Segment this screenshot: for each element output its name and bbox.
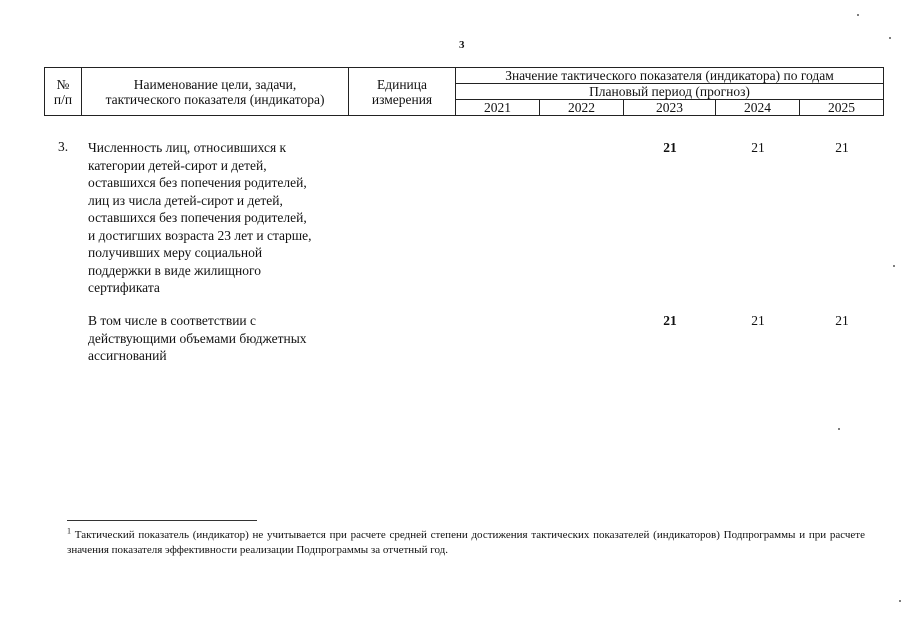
scan-speck: [857, 14, 859, 16]
indicator-table-header: [44, 67, 884, 116]
scan-speck: [838, 428, 840, 430]
header-col-number: [45, 68, 82, 116]
row-description-line: поддержки в виде жилищного: [88, 262, 261, 278]
header-col-unit: [349, 68, 456, 116]
row-description: [88, 139, 348, 297]
header-plan-period: Плановый период (прогноз): [456, 84, 884, 100]
row-description-line: и достигших возраста 23 лет и старше,: [88, 227, 312, 243]
header-year-2023: 2023: [624, 100, 716, 116]
header-year-2024: 2024: [716, 100, 800, 116]
header-year-2021: 2021: [456, 100, 540, 116]
value-2024: 21: [751, 313, 765, 328]
header-col-number-line2: п/п: [53, 91, 73, 107]
header-col-name: [82, 68, 349, 116]
footnote-separator: [67, 520, 257, 521]
footnote-text: Тактический показатель (индикатор) не учитывается при расчете средней степени достижения тактических показателей (индикаторов) Подпрограммы и при расчете значения показателя эффективности реализации Подпрограммы за отчетный год.: [67, 529, 865, 556]
header-col-unit-line1: Единица: [376, 76, 427, 92]
value-2025: 21: [835, 313, 849, 328]
row-description-line: действующими объемами бюджетных: [88, 330, 307, 346]
header-col-unit-line2: измерения: [371, 91, 433, 107]
footnote: [67, 528, 865, 558]
row-description-line: Численность лиц, относившихся к: [88, 140, 287, 155]
row-description-line: В том числе в соответствии с: [88, 313, 257, 328]
row-description-line: получивших меру социальной: [88, 245, 263, 260]
row-description-line: лиц из числа детей-сирот и детей,: [88, 192, 283, 208]
row-description-line: категории детей-сирот и детей,: [88, 157, 267, 173]
row-description-subitem: [88, 312, 348, 365]
scan-speck: [899, 600, 901, 602]
value-2023: 21: [663, 140, 677, 155]
header-year-2025: 2025: [800, 100, 884, 116]
value-2023: 21: [663, 313, 677, 328]
row-description-line: сертификата: [88, 280, 160, 295]
header-col-name-line2: тактического показателя (индикатора): [105, 91, 325, 107]
scan-speck: [893, 265, 895, 267]
page-number: 3: [459, 39, 465, 51]
header-year-2022: 2022: [540, 100, 624, 116]
footnote-marker: 1: [67, 526, 71, 536]
value-2024: 21: [751, 140, 765, 155]
value-2025: 21: [835, 140, 849, 155]
row-number: 3.: [58, 139, 69, 154]
row-description-line: оставшихся без попечения родителей,: [88, 175, 307, 190]
scan-speck: [889, 37, 891, 39]
row-description-line: оставшихся без попечения родителей,: [88, 210, 307, 225]
header-col-name-line1: Наименование цели, задачи,: [133, 76, 297, 92]
row-description-line: ассигнований: [88, 348, 167, 363]
header-col-number-line1: №: [56, 76, 70, 92]
header-value-by-years: Значение тактического показателя (индикатора) по годам: [456, 68, 884, 84]
